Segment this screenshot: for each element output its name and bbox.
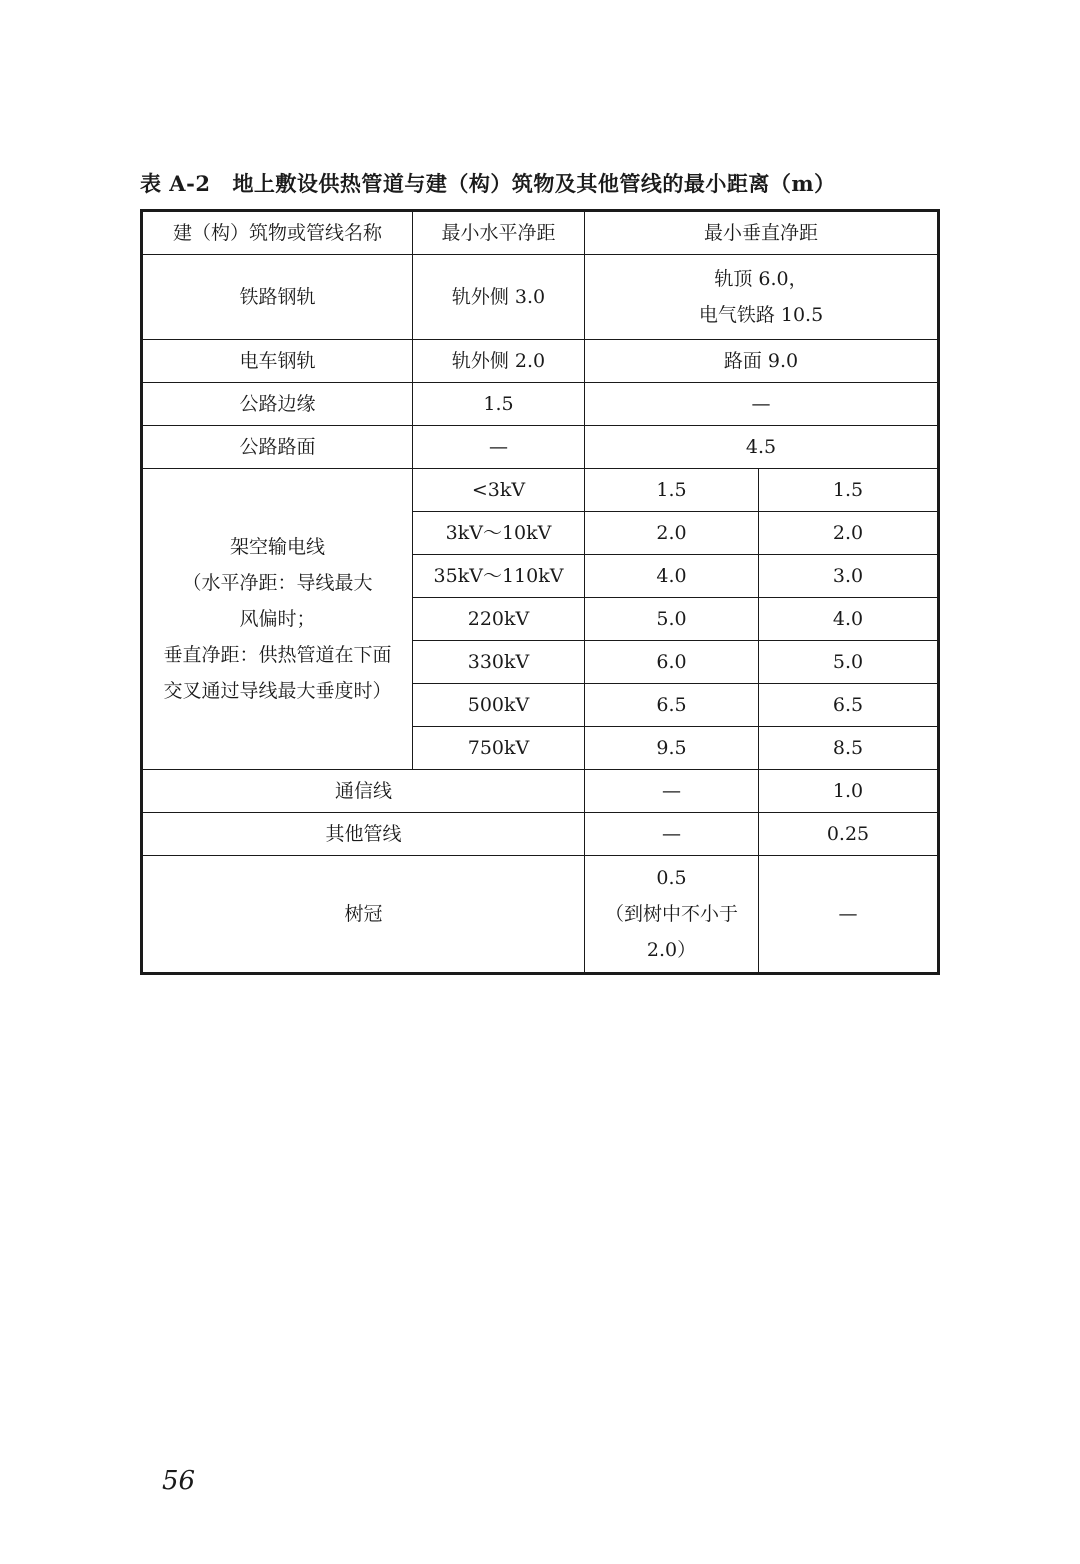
table-caption [140,168,940,198]
table-row [142,255,939,340]
voltage-horizontal: 6.0 [585,641,759,684]
table-row [142,770,939,813]
table-row [142,426,939,469]
row-name: 树冠 [142,856,585,974]
voltage-cell: 330kV [413,641,585,684]
table-row [142,469,939,512]
voltage-cell: 35kV～110kV [413,555,585,598]
voltage-horizontal: 6.5 [585,684,759,727]
row-name: 电车钢轨 [142,340,413,383]
header-name: 建（构）筑物或管线名称 [142,211,413,255]
row-vertical: — [585,383,939,426]
row-name: 公路边缘 [142,383,413,426]
voltage-horizontal: 1.5 [585,469,759,512]
row-horizontal: 1.5 [413,383,585,426]
min-distance-table [140,209,940,975]
row-name: 其他管线 [142,813,585,856]
row-horizontal: — [413,426,585,469]
row-horizontal: 轨外侧 2.0 [413,340,585,383]
row-horizontal-line: 0.5 [656,867,687,889]
voltage-cell: 750kV [413,727,585,770]
page-number: 56 [162,1466,196,1496]
table-id: 表 A-2 [140,171,211,196]
voltage-vertical: 2.0 [759,512,939,555]
table-row [142,383,939,426]
row-horizontal [585,856,759,974]
row-vertical: 路面 9.0 [585,340,939,383]
table-title: 地上敷设供热管道与建（构）筑物及其他管线的最小距离（m） [232,171,836,196]
row-horizontal-line: 2.0） [646,939,697,961]
voltage-horizontal: 5.0 [585,598,759,641]
voltage-horizontal: 4.0 [585,555,759,598]
voltage-cell: <3kV [413,469,585,512]
voltage-horizontal: 9.5 [585,727,759,770]
row-name: 铁路钢轨 [142,255,413,340]
voltage-vertical: 8.5 [759,727,939,770]
table-row [142,340,939,383]
row-vertical: 4.5 [585,426,939,469]
table-header-row [142,211,939,255]
power-line-name-line: 垂直净距：供热管道在下面 [163,644,392,666]
voltage-cell: 220kV [413,598,585,641]
row-horizontal: 轨外侧 3.0 [413,255,585,340]
voltage-vertical: 5.0 [759,641,939,684]
row-vertical-line: 电气铁路 10.5 [698,304,824,326]
header-vertical: 最小垂直净距 [585,211,939,255]
table-row [142,813,939,856]
row-horizontal: — [585,770,759,813]
row-vertical-line: 轨顶 6.0， [714,268,808,290]
table-row [142,856,939,974]
row-vertical: 0.25 [759,813,939,856]
power-line-name-line: 风偏时； [239,608,316,630]
row-vertical: — [759,856,939,974]
voltage-horizontal: 2.0 [585,512,759,555]
row-horizontal-line: （到树中不小于 [604,903,738,925]
header-horizontal: 最小水平净距 [413,211,585,255]
power-line-name-line: 交叉通过导线最大垂度时） [163,680,392,702]
power-line-name [142,469,413,770]
row-horizontal: — [585,813,759,856]
row-name: 公路路面 [142,426,413,469]
voltage-vertical: 6.5 [759,684,939,727]
row-vertical: 1.0 [759,770,939,813]
voltage-vertical: 3.0 [759,555,939,598]
voltage-cell: 500kV [413,684,585,727]
power-line-name-line: 架空输电线 [229,536,325,558]
power-line-name-line: （水平净距：导线最大 [182,572,373,594]
row-name: 通信线 [142,770,585,813]
voltage-vertical: 1.5 [759,469,939,512]
voltage-cell: 3kV～10kV [413,512,585,555]
row-vertical [585,255,939,340]
voltage-vertical: 4.0 [759,598,939,641]
